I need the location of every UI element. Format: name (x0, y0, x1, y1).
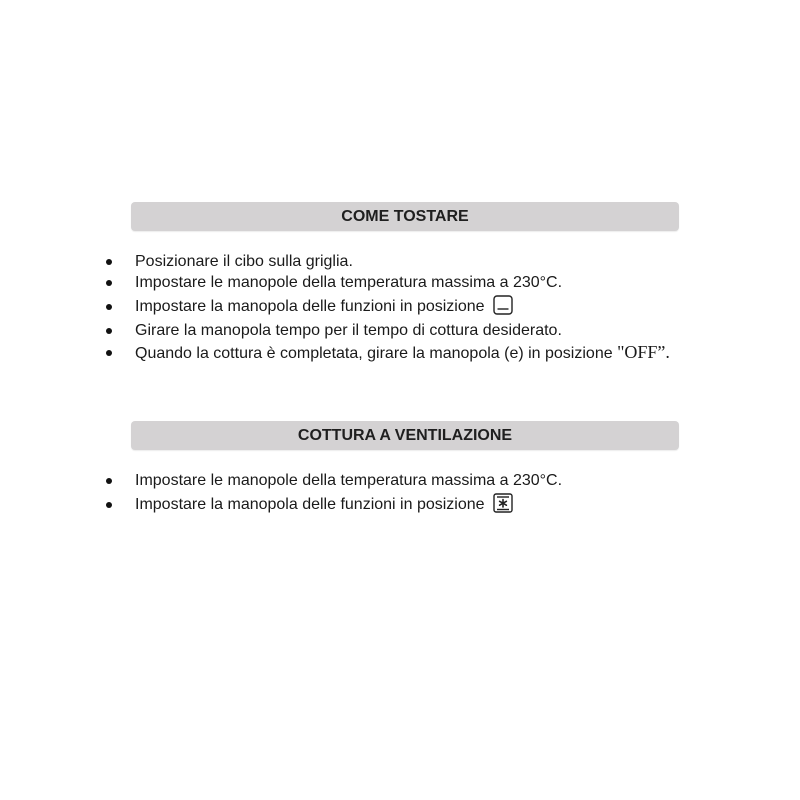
fan-function-icon (493, 493, 513, 513)
list-item (100, 294, 670, 320)
list-item (100, 342, 670, 364)
bullet-icon (106, 259, 112, 265)
bullet-icon (106, 328, 112, 334)
list-item (100, 492, 562, 518)
list-item (100, 321, 670, 341)
instruction-text: Impostare la manopola delle funzioni in posizione (135, 496, 485, 513)
instruction-text: Quando la cottura è completata, girare la manopola (e) in posizione (135, 345, 618, 362)
toast-function-icon (493, 295, 513, 315)
section-header-cottura-ventilazione (131, 421, 679, 450)
section-title: COTTURA A VENTILAZIONE (297, 426, 513, 444)
section-title: COME TOSTARE (341, 207, 469, 225)
bullet-icon (106, 304, 112, 310)
instruction-text: Impostare la manopola delle funzioni in posizione (135, 298, 485, 315)
bullet-icon (106, 478, 112, 484)
bullet-icon (106, 502, 112, 508)
bullet-icon (106, 280, 112, 286)
instruction-list-ventilazione (100, 471, 562, 519)
instruction-text: Impostare le manopole della temperatura massima a 230°C. (135, 472, 563, 489)
list-item (100, 273, 670, 293)
instruction-text: Impostare le manopole della temperatura massima a 230°C. (135, 274, 563, 291)
instruction-text: Posizionare il cibo sulla griglia. (135, 253, 353, 270)
section-header-come-tostare (131, 202, 679, 231)
bullet-icon (106, 350, 112, 356)
list-item (100, 471, 562, 491)
instruction-text: Girare la manopola tempo per il tempo di cottura desiderato. (135, 322, 562, 339)
off-position-text: "OFF”. (617, 342, 670, 362)
instruction-list-tostare (100, 252, 670, 365)
list-item (100, 252, 670, 272)
